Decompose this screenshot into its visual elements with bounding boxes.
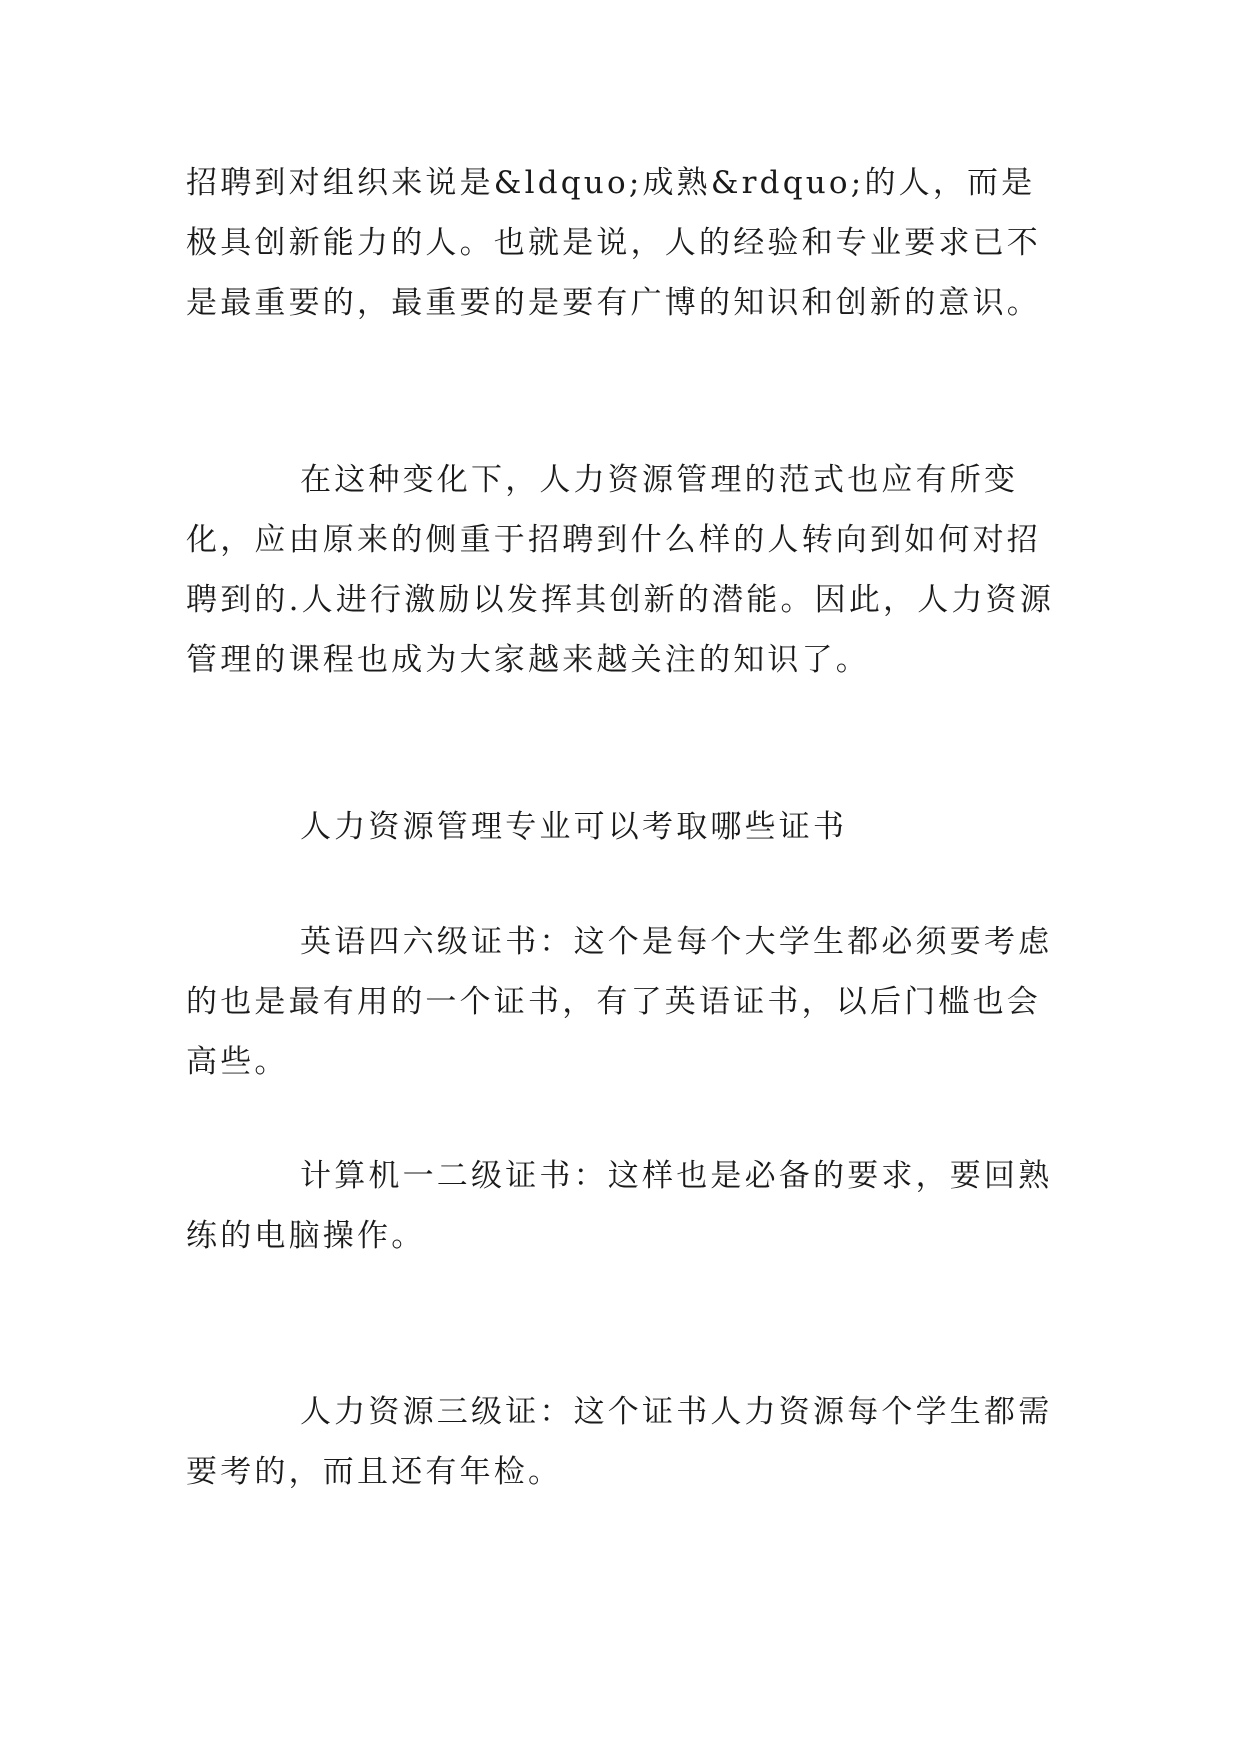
paragraph-english-certificate: 英语四六级证书：这个是每个大学生都必须要考虑的也是最有用的一个证书，有了英语证书，以后门槛也会高些。	[186, 924, 1053, 1080]
section-heading-certificates: 人力资源管理专业可以考取哪些证书	[300, 809, 848, 845]
paragraph-hr-paradigm-change: 在这种变化下，人力资源管理的范式也应有所变化，应由原来的侧重于招聘到什么样的人转向到如何对招聘到的.人进行激励以发挥其创新的潜能。因此，人力资源管理的课程也成为大家越来越关注的知识了。	[186, 462, 1055, 678]
paragraph-hr-level3-certificate: 人力资源三级证：这个证书人力资源每个学生都需要考的，而且还有年检。	[186, 1394, 1053, 1490]
paragraph-recruitment-innovation: 招聘到对组织来说是&ldquo;成熟&rdquo;的人，而是极具创新能力的人。也就是说，人的经验和专业要求已不是最重要的，最重要的是要有广博的知识和创新的意识。	[186, 165, 1041, 321]
paragraph-computer-certificate: 计算机一二级证书：这样也是必备的要求，要回熟练的电脑操作。	[186, 1158, 1053, 1254]
